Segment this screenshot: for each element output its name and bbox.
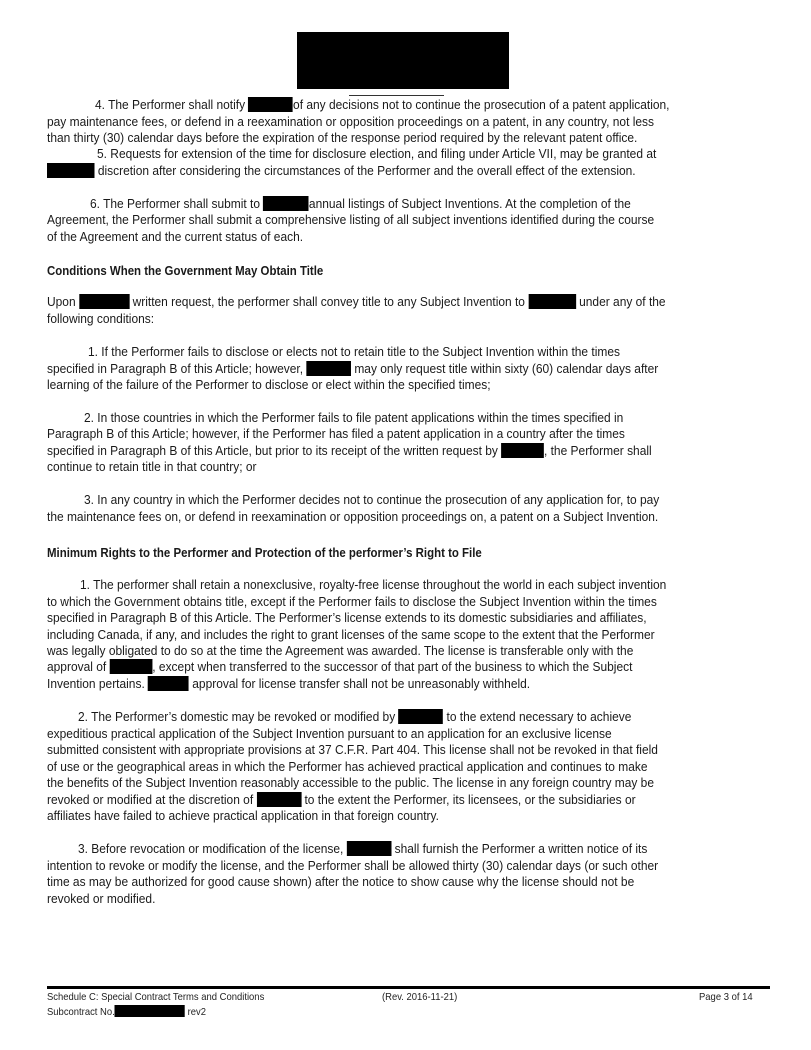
line-text: 1. The performer shall retain a nonexclusive, royalty-free license throughout the world in each subject invention: [80, 578, 667, 592]
footer-rule: [47, 986, 770, 989]
line-text: of the Agreement and the current status of each.: [47, 230, 304, 244]
line-text: approval of: [47, 660, 110, 674]
line-text: may only request title within sixty (60) calendar days after: [351, 362, 659, 376]
line-text: Invention pertains.: [47, 677, 149, 691]
line-text: Agreement, the Performer shall submit a comprehensive listing of all subject inventions identified during the course: [47, 213, 655, 227]
line-text: 2. The Performer’s domestic may be revoked or modified by: [78, 710, 399, 724]
line-text: specified in Paragraph B of this Article; however,: [47, 362, 307, 376]
line-text: of any decisions not to continue the prosecution of a patent application,: [293, 98, 670, 112]
line-text: was legally obligated to do so at the time the Agreement was awarded. The license is transferable only with the: [47, 644, 634, 658]
line-text: Upon: [47, 295, 79, 309]
redaction-block: [47, 163, 95, 178]
line-text: submitted consistent with appropriate provisions at 37 C.F.R. Part 404. This license shall not be revoked in that field: [47, 743, 658, 757]
cond3-line: [47, 509, 658, 525]
line-text: intention to revoke or modify the license, and the Performer shall be allowed thirty (30) calendar days (or such other: [47, 859, 659, 873]
line-text: approval for license transfer shall not be unreasonably withheld.: [188, 677, 531, 691]
redaction-block: [256, 792, 301, 807]
right2-line: [47, 742, 658, 758]
para5-line: [47, 163, 636, 179]
line-text: specified in Paragraph B of this Article. The Performer’s license extends to its domestic subsidiaries and affiliates,: [47, 611, 647, 625]
redaction-block: [347, 841, 392, 856]
line-text: the benefits of the Subject Invention reasonably accessible to the public. The license in any foreign country may be: [47, 776, 654, 790]
right1-line: [47, 659, 632, 675]
right3-line: [78, 841, 647, 857]
line-text: Paragraph B of this Article; however, if the Performer has filed a patent application in a country after the times: [47, 427, 625, 441]
upon-line: [47, 311, 154, 327]
text-overline: [349, 95, 444, 96]
para6-line: [90, 196, 631, 212]
redaction-subcontract-number: [115, 1005, 185, 1017]
line-text: including Canada, if any, and includes the right to grant licenses of the same scope to the extent that the Performer: [47, 628, 655, 642]
cond1-line: [47, 377, 491, 393]
line-text: than thirty (30) calendar days before the expiration of the response period required by the relevant patent office.: [47, 131, 638, 145]
line-text: 4. The Performer shall notify: [95, 98, 249, 112]
footer-subcontract-label: Subcontract No.: [47, 1006, 115, 1018]
footer-subcontract-suffix: rev2: [187, 1006, 206, 1018]
para6-line: [47, 229, 303, 245]
right1-line: [47, 594, 657, 610]
section-heading-minimum-rights: Minimum Rights to the Performer and Protection of the performer’s Right to File: [47, 545, 482, 560]
footer-schedule: Schedule C: Special Contract Terms and Conditions: [47, 991, 265, 1003]
redaction-block: [248, 97, 293, 112]
footer-page-number: Page 3 of 14: [699, 991, 753, 1003]
cond2-line: [84, 410, 623, 426]
line-text: to the extent the Performer, its licensees, or the subsidiaries or: [301, 793, 636, 807]
cond1-line: [88, 344, 620, 360]
right3-line: [47, 891, 155, 907]
line-text: learning of the failure of the Performer to disclose or elect within the specified times;: [47, 378, 491, 392]
line-text: revoked or modified.: [47, 892, 156, 906]
right1-line: [47, 627, 655, 643]
right2-line: [47, 759, 648, 775]
line-text: of use or the geographical areas in which the Performer has achieved practical application and continues to make: [47, 760, 648, 774]
line-text: to the extend necessary to achieve: [443, 710, 632, 724]
redaction-block: [79, 294, 129, 309]
line-text: under any of the: [575, 295, 666, 309]
line-text: annual listings of Subject Inventions. At the completion of the: [308, 197, 631, 211]
para4-line: [47, 130, 637, 146]
line-text: expeditious practical application of the Subject Invention pursuant to an application for an exclusive license: [47, 727, 612, 741]
para5-line: [97, 146, 656, 162]
line-text: written request, the performer shall convey title to any Subject Invention to: [129, 295, 529, 309]
redaction-block: [306, 361, 351, 376]
line-text: pay maintenance fees, or defend in a reexamination or opposition proceedings on a patent, in any country, not less: [47, 115, 655, 129]
line-text: revoked or modified at the discretion of: [47, 793, 257, 807]
line-text: shall furnish the Performer a written notice of its: [391, 842, 648, 856]
redaction-block: [528, 294, 576, 309]
right2-line: [47, 808, 439, 824]
line-text: specified in Paragraph B of this Article, but prior to its receipt of the written request by: [47, 444, 502, 458]
line-text: 3. Before revocation or modification of the license,: [78, 842, 347, 856]
right2-line: [47, 726, 612, 742]
right3-line: [47, 858, 658, 874]
para4-line: [95, 97, 670, 113]
footer-subcontract: [47, 1005, 206, 1018]
right3-line: [47, 874, 634, 890]
right1-line: [80, 577, 666, 593]
cond2-line: [47, 426, 625, 442]
line-text: 2. In those countries in which the Performer fails to file patent applications within the times specified in: [84, 411, 624, 425]
redaction-block: [399, 709, 444, 724]
section-heading-government-title: Conditions When the Government May Obtain Title: [47, 263, 324, 278]
line-text: to which the Government obtains title, except if the Performer fails to disclose the Subject Invention within the times: [47, 595, 657, 609]
line-text: affiliates have failed to achieve practical application in that foreign country.: [47, 809, 439, 823]
line-text: , except when transferred to the successor of that part of the business to which the Subject: [152, 660, 633, 674]
line-text: following conditions:: [47, 312, 155, 326]
right1-line: [47, 676, 530, 692]
line-text: the maintenance fees on, or defend in reexamination or opposition proceedings on, a patent on a Subject Invention.: [47, 510, 659, 524]
line-text: continue to retain title in that country; or: [47, 460, 257, 474]
right2-line: [47, 775, 654, 791]
upon-line: [47, 294, 666, 310]
line-text: discretion after considering the circumstances of the Performer and the overall effect of the extension.: [94, 164, 636, 178]
right1-line: [47, 643, 633, 659]
redaction-block: [501, 443, 544, 458]
line-text: 1. If the Performer fails to disclose or elects not to retain title to the Subject Invention within the times: [88, 345, 620, 359]
line-text: , the Performer shall: [543, 444, 652, 458]
line-text: 5. Requests for extension of the time for disclosure election, and filing under Article VII, may be granted at: [97, 147, 657, 161]
redaction-block: [148, 676, 189, 691]
cond2-line: [47, 459, 256, 475]
cond3-line: [84, 492, 659, 508]
line-text: 3. In any country in which the Performer decides not to continue the prosecution of any application for, to pay: [84, 493, 660, 507]
cond2-line: [47, 443, 652, 459]
redaction-block: [110, 659, 153, 674]
para6-line: [47, 212, 654, 228]
footer-revision: (Rev. 2016-11-21): [382, 991, 458, 1003]
line-text: 6. The Performer shall submit to: [90, 197, 264, 211]
redaction-block: [263, 196, 309, 211]
right2-line: [78, 709, 631, 725]
para4-line: [47, 114, 654, 130]
redaction-header-block: [297, 32, 509, 89]
right1-line: [47, 610, 647, 626]
line-text: time as may be authorized for good cause shown) after the notice to show cause why the license should not be: [47, 875, 635, 889]
right2-line: [47, 792, 636, 808]
cond1-line: [47, 361, 658, 377]
